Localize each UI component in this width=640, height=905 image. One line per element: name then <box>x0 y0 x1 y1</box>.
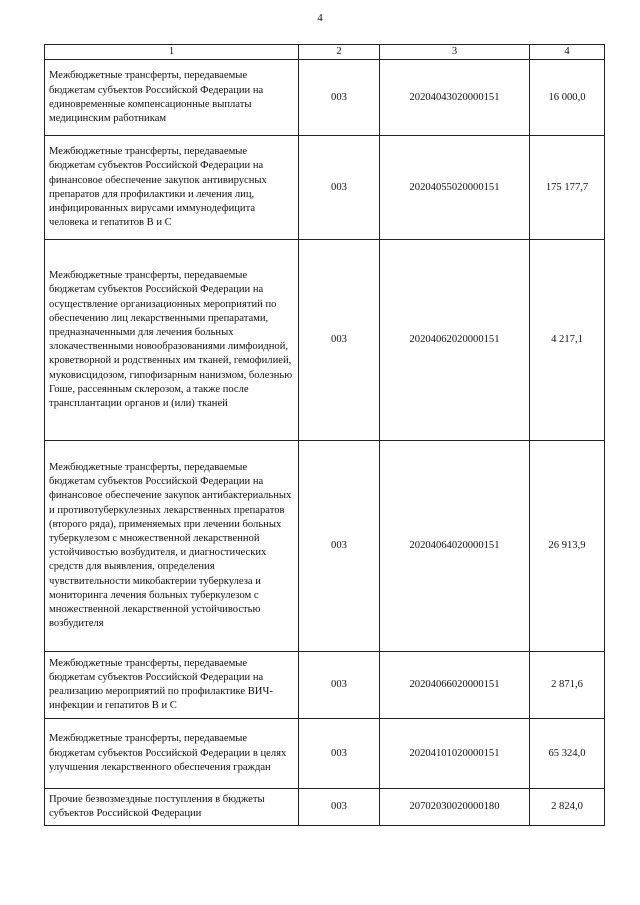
row-admin-code: 003 <box>299 240 380 441</box>
row-budget-code: 20702030020000180 <box>380 789 530 826</box>
row-amount: 2 871,6 <box>530 652 605 719</box>
row-amount: 4 217,1 <box>530 240 605 441</box>
row-amount: 65 324,0 <box>530 719 605 789</box>
column-header-3: 3 <box>380 45 530 60</box>
row-description: Межбюджетные трансферты, передаваемые бюджетам субъектов Российской Федерации на финансовое обеспечение закупок антивирусных препаратов для профилактики и лечения лиц, инфицированных вирусами иммунодефицита человека и гепатитов В и С <box>45 136 299 240</box>
table-row <box>45 652 605 719</box>
row-amount: 26 913,9 <box>530 441 605 652</box>
row-budget-code: 20204062020000151 <box>380 240 530 441</box>
row-amount: 2 824,0 <box>530 789 605 826</box>
table-row <box>45 136 605 240</box>
row-description: Межбюджетные трансферты, передаваемые бюджетам субъектов Российской Федерации на финансовое обеспечение закупок антибактериальных и противотуберкулезных лекарственных препаратов (второго ряда), применяемых при лечении больных туберкулезом с множественной лекарственной устойчивостью возбудителя, и диагностических средств для выявления, определения чувствительности микобактерии туберкулеза и мониторинга лечения больных туберкулезом с множественной лекарственной устойчивостью возбудителя <box>45 441 299 652</box>
table-row <box>45 441 605 652</box>
budget-table <box>44 44 605 826</box>
row-description: Межбюджетные трансферты, передаваемые бюджетам субъектов Российской Федерации на реализацию мероприятий по профилактике ВИЧ-инфекции и гепатитов В и С <box>45 652 299 719</box>
row-budget-code: 20204066020000151 <box>380 652 530 719</box>
table-row <box>45 240 605 441</box>
row-budget-code: 20204101020000151 <box>380 719 530 789</box>
row-admin-code: 003 <box>299 652 380 719</box>
page-number: 4 <box>317 12 323 24</box>
row-admin-code: 003 <box>299 719 380 789</box>
column-header-2: 2 <box>299 45 380 60</box>
row-admin-code: 003 <box>299 136 380 240</box>
row-description: Межбюджетные трансферты, передаваемые бюджетам субъектов Российской Федерации на единовременные компенсационные выплаты медицинским работникам <box>45 60 299 136</box>
row-description: Межбюджетные трансферты, передаваемые бюджетам субъектов Российской Федерации в целях улучшения лекарственного обеспечения граждан <box>45 719 299 789</box>
table-row <box>45 719 605 789</box>
table-row <box>45 60 605 136</box>
row-budget-code: 20204043020000151 <box>380 60 530 136</box>
row-description: Межбюджетные трансферты, передаваемые бюджетам субъектов Российской Федерации на осуществление организационных мероприятий по обеспечению лиц лекарственными препаратами, предназначенными для лечения больных злокачественными новообразованиями лимфоидной, кроветворной и родственных им тканей, гемофилией, муковисцидозом, гипофизарным нанизмом, болезнью Гоше, рассеянным склерозом, а также после трансплантации органов и (или) тканей <box>45 240 299 441</box>
row-description: Прочие безвозмездные поступления в бюджеты субъектов Российской Федерации <box>45 789 299 826</box>
row-admin-code: 003 <box>299 60 380 136</box>
row-admin-code: 003 <box>299 789 380 826</box>
column-header-4: 4 <box>530 45 605 60</box>
table-header-row <box>45 45 605 60</box>
row-budget-code: 20204055020000151 <box>380 136 530 240</box>
row-admin-code: 003 <box>299 441 380 652</box>
row-amount: 16 000,0 <box>530 60 605 136</box>
row-budget-code: 20204064020000151 <box>380 441 530 652</box>
row-amount: 175 177,7 <box>530 136 605 240</box>
column-header-1: 1 <box>45 45 299 60</box>
table-row <box>45 789 605 826</box>
